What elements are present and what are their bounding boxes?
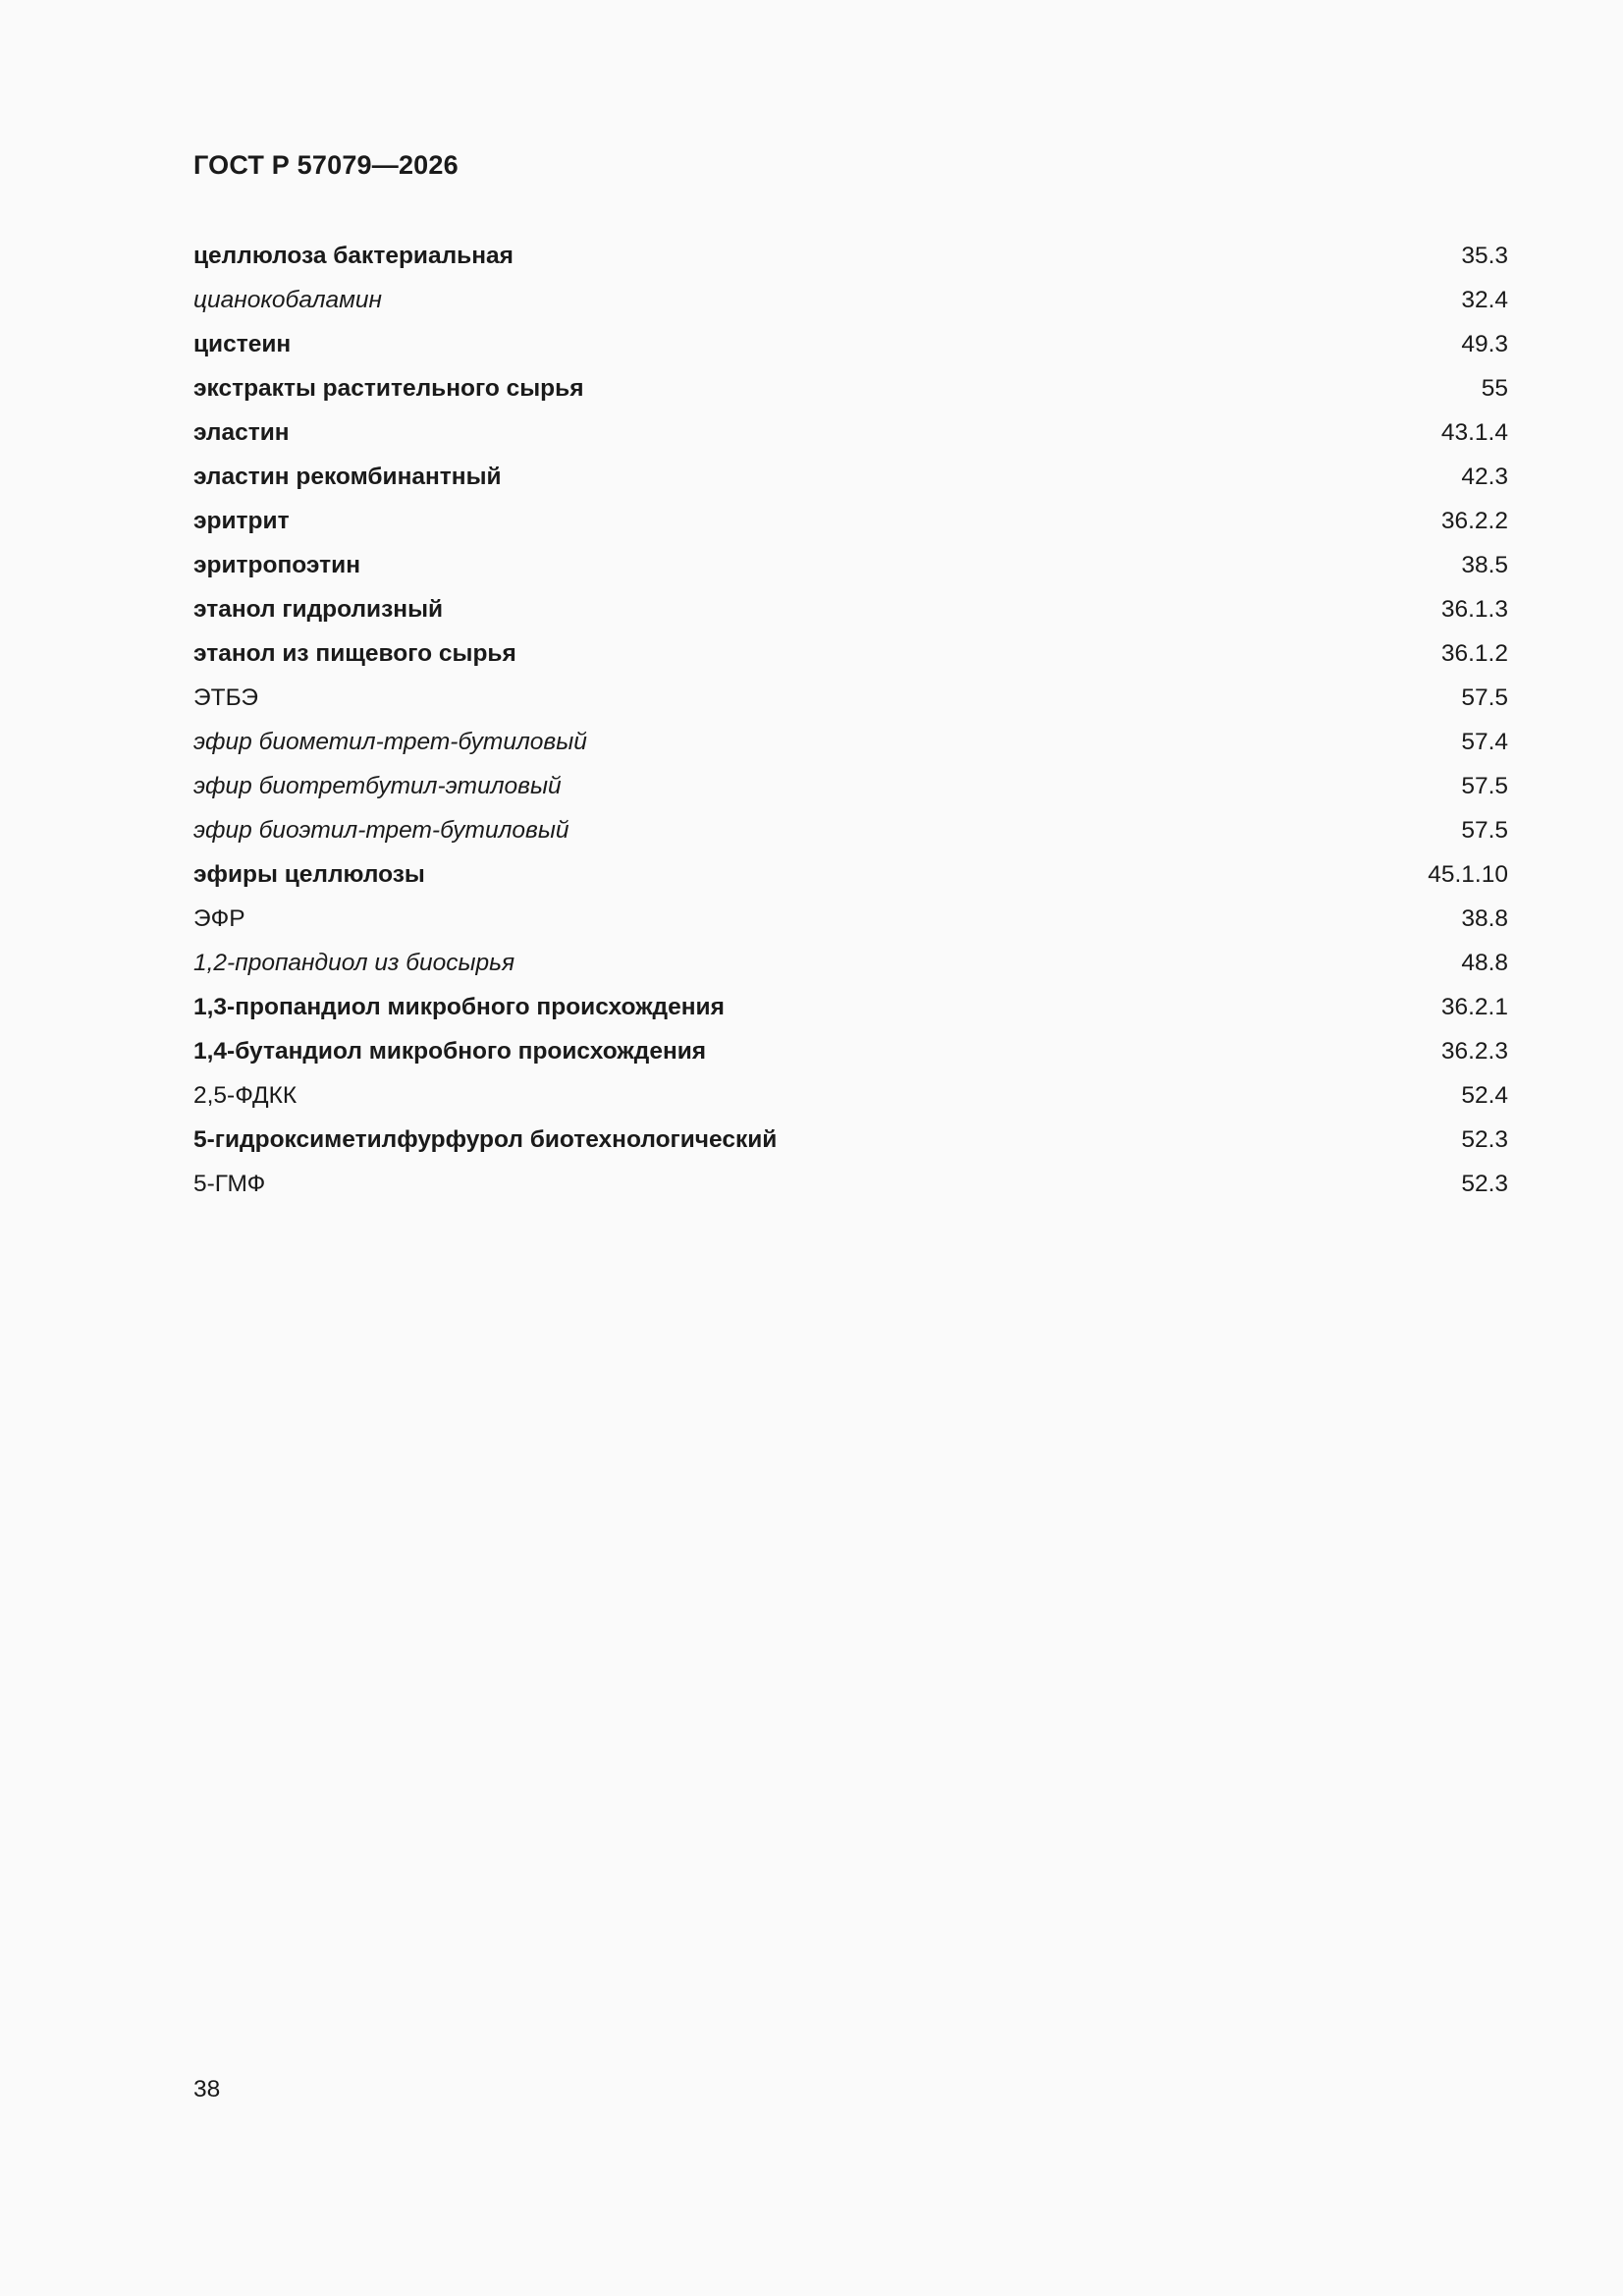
- index-term: эритрит: [193, 508, 290, 534]
- index-reference: 45.1.10: [1428, 861, 1508, 888]
- index-term: 1,4-бутандиол микробного происхождения: [193, 1038, 707, 1065]
- index-entry: [193, 720, 1508, 764]
- index-term: 1,3-пропандиол микробного происхождения: [193, 994, 725, 1020]
- index-entry: [193, 985, 1508, 1029]
- index-reference: 52.4: [1461, 1082, 1508, 1109]
- index-reference: 35.3: [1461, 243, 1508, 269]
- alphabetical-index-list: [193, 234, 1508, 1206]
- index-term: эластин рекомбинантный: [193, 464, 502, 490]
- index-reference: 52.3: [1461, 1171, 1508, 1197]
- index-reference: 32.4: [1461, 287, 1508, 313]
- index-term: эфиры целлюлозы: [193, 861, 425, 888]
- index-reference: 52.3: [1461, 1126, 1508, 1153]
- index-entry: [193, 499, 1508, 543]
- index-term: этанол из пищевого сырья: [193, 640, 516, 667]
- index-entry: [193, 764, 1508, 808]
- index-reference: 36.2.3: [1440, 1038, 1508, 1065]
- index-entry: [193, 852, 1508, 897]
- index-term: экстракты растительного сырья: [193, 375, 584, 402]
- index-term: эфир биометил-трет-бутиловый: [193, 729, 587, 755]
- index-entry: [193, 808, 1508, 852]
- index-term: этанол гидролизный: [193, 596, 444, 623]
- index-reference: 36.1.3: [1440, 596, 1508, 623]
- index-entry: [193, 1029, 1508, 1073]
- index-term: ЭТБЭ: [193, 684, 258, 711]
- index-term: 5-гидроксиметилфурфурол биотехнологический: [193, 1126, 778, 1153]
- index-term: цианокобаламин: [193, 287, 383, 313]
- index-entry: [193, 366, 1508, 410]
- index-reference: 55: [1481, 375, 1508, 402]
- index-term: целлюлоза бактериальная: [193, 243, 514, 269]
- index-term: эфир биоэтил-трет-бутиловый: [193, 817, 569, 844]
- index-term: эфир биотретбутил-этиловый: [193, 773, 562, 799]
- index-entry: [193, 543, 1508, 587]
- index-reference: 49.3: [1461, 331, 1508, 357]
- index-entry: [193, 234, 1508, 278]
- index-term: 1,2-пропандиол из биосырья: [193, 950, 515, 976]
- index-entry: [193, 631, 1508, 676]
- index-reference: 42.3: [1461, 464, 1508, 490]
- index-term: эритропоэтин: [193, 552, 360, 578]
- index-entry: [193, 1162, 1508, 1206]
- index-reference: 57.5: [1461, 773, 1508, 799]
- index-entry: [193, 410, 1508, 455]
- index-term: 2,5-ФДКК: [193, 1082, 298, 1109]
- index-entry: [193, 278, 1508, 322]
- index-term: цистеин: [193, 331, 292, 357]
- index-term: 5-ГМФ: [193, 1171, 266, 1197]
- index-reference: 38.8: [1461, 905, 1508, 932]
- index-entry: [193, 1073, 1508, 1118]
- index-reference: 57.5: [1461, 684, 1508, 711]
- index-term: эластин: [193, 419, 290, 446]
- index-reference: 36.1.2: [1440, 640, 1508, 667]
- index-entry: [193, 676, 1508, 720]
- index-reference: 57.4: [1461, 729, 1508, 755]
- index-entry: [193, 897, 1508, 941]
- page-number: 38: [193, 2076, 221, 2103]
- index-entry: [193, 1118, 1508, 1162]
- index-reference: 43.1.4: [1440, 419, 1508, 446]
- document-header: ГОСТ Р 57079—2026: [193, 150, 459, 180]
- index-reference: 48.8: [1461, 950, 1508, 976]
- index-reference: 38.5: [1461, 552, 1508, 578]
- index-term: ЭФР: [193, 905, 245, 932]
- index-reference: 36.2.2: [1440, 508, 1508, 534]
- index-entry: [193, 455, 1508, 499]
- index-entry: [193, 322, 1508, 366]
- index-entry: [193, 941, 1508, 985]
- index-reference: 36.2.1: [1440, 994, 1508, 1020]
- index-entry: [193, 587, 1508, 631]
- index-reference: 57.5: [1461, 817, 1508, 844]
